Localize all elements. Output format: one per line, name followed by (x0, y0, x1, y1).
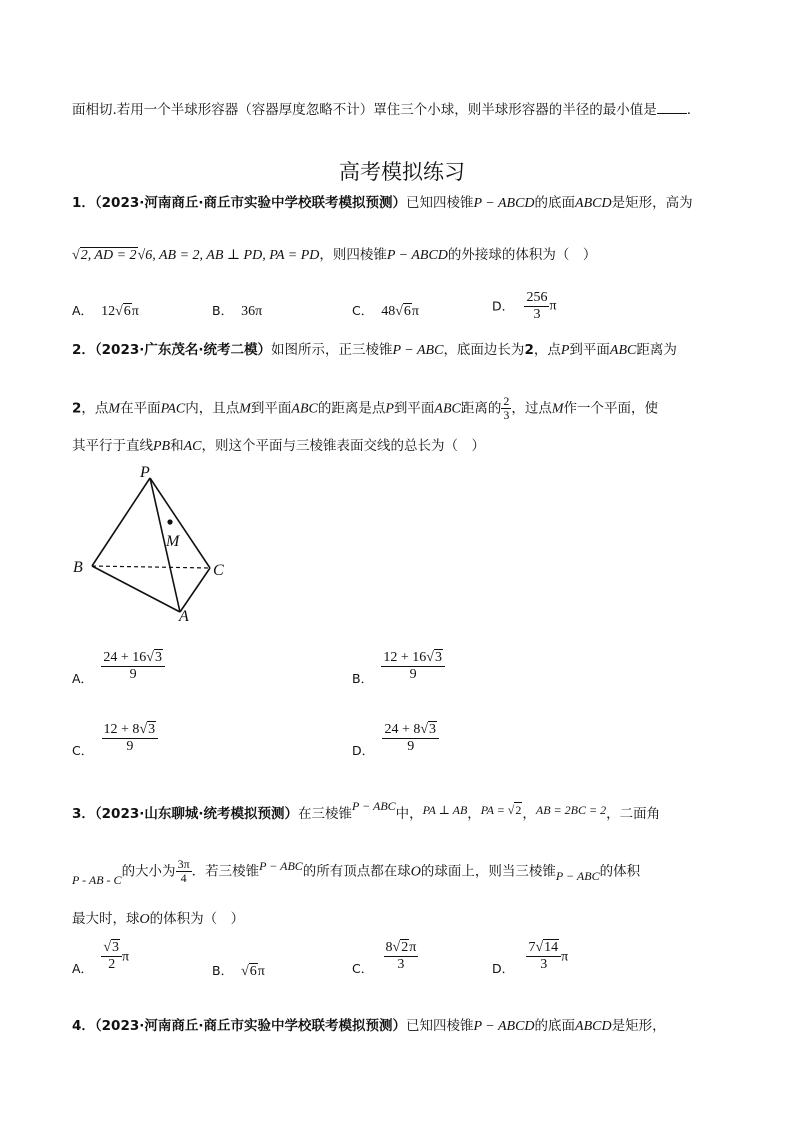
fraction-numerator: 8√2π (385, 940, 417, 955)
sqrt-sign: √ (137, 248, 146, 263)
option-pi: π (122, 949, 130, 965)
q2-text: 的距离是点 (317, 400, 386, 417)
option-fraction (101, 940, 122, 973)
option-label: D． (352, 742, 375, 758)
option-fraction (381, 650, 445, 683)
q1-text: 是矩形，高为 (611, 195, 693, 211)
q2-plane: ABC (609, 343, 637, 358)
option-pi: π (549, 298, 557, 314)
q1-cond-a: 2, AD = 2 (80, 248, 137, 263)
q4-base: ABCD (575, 1019, 612, 1034)
q2-text: ，过点 (511, 400, 552, 417)
option-fraction (101, 650, 165, 683)
edge-bc-hidden (92, 566, 210, 568)
q2-text: 作一个平面，使 (563, 400, 659, 417)
q1-pyramid: P − ABCD (473, 196, 535, 211)
q2-text: ，点 (533, 342, 561, 358)
q2-line-name: PB (153, 439, 171, 454)
fraction-numerator: √3 (101, 940, 122, 957)
q2-source: （2023·广东茂名·统考二模） (94, 342, 271, 358)
option-label: C． (72, 742, 94, 758)
q3-line3 (72, 910, 244, 929)
option-fraction (384, 940, 419, 973)
q3-source: （2023·山东聊城·统考模拟预测） (94, 806, 298, 822)
q4-pyramid: P − ABCD (473, 1019, 535, 1034)
edge-pb (92, 478, 150, 566)
q2-line-name: AC (183, 439, 202, 454)
option-label: A． (72, 670, 94, 686)
fraction-denominator: 3 (533, 307, 541, 322)
q2-plane: ABC (291, 401, 318, 417)
q3-fraction (176, 858, 192, 885)
q2-text: ，底面边长为 (443, 342, 525, 358)
q2-option-d[interactable] (352, 722, 439, 758)
option-pi: π (257, 964, 265, 979)
num-pi: π (409, 940, 417, 955)
label-a: A (179, 608, 189, 625)
q2-number: 2． (72, 342, 95, 358)
option-label: C． (352, 303, 374, 318)
q2-text: 和 (170, 438, 184, 454)
point-m (167, 519, 172, 524)
fraction-numerator: 12 + 8√3 (102, 722, 159, 739)
edge-ba (92, 566, 180, 612)
radicand: 3 (434, 650, 442, 665)
q1-text: 已知四棱锥 (406, 195, 474, 211)
option-fraction (526, 940, 561, 973)
option-pi: π (411, 304, 419, 319)
fraction-denominator: 9 (126, 739, 134, 754)
q3-point: O (410, 864, 421, 880)
radicand: 3 (148, 722, 156, 737)
q3-text: 在三棱锥 (298, 806, 352, 822)
fraction-denominator: 9 (407, 739, 415, 754)
q3-option-a[interactable] (72, 940, 130, 976)
q3-line2 (72, 858, 640, 885)
option-label: C． (352, 960, 374, 976)
fraction-numerator: 7√14 (526, 940, 561, 957)
q3-text: 的体积 (599, 863, 641, 880)
q4-line1 (72, 1017, 666, 1036)
q1-cond-b: 6, AB = 2, AB ⊥ PD, PA = PD (145, 248, 320, 263)
cond-part: PA = (480, 803, 508, 817)
fraction-denominator: 9 (409, 667, 417, 682)
fraction-denominator: 9 (129, 667, 137, 682)
q2-point: P (385, 401, 394, 417)
option-fraction (102, 722, 159, 755)
option-label: A． (72, 960, 94, 976)
q2-text: 到平面 (569, 342, 610, 358)
label-m: M (166, 533, 180, 550)
q1-text: 的底面 (534, 195, 576, 211)
option-pi: π (131, 304, 139, 319)
q3-sep: ， (467, 806, 481, 822)
q2-option-c[interactable] (72, 722, 158, 758)
fraction-denominator: 2 (108, 957, 116, 972)
fraction-numerator: 24 + 16√3 (101, 650, 165, 667)
q2-value: 2 (524, 342, 534, 358)
q3-number: 3． (72, 806, 95, 822)
q2-option-a[interactable] (72, 650, 165, 686)
q3-text: 中， (395, 806, 423, 822)
sqrt-sign: √ (115, 304, 123, 319)
option-value: 36π (241, 304, 263, 319)
option-pi: π (561, 949, 569, 965)
q3-sep: ， (522, 806, 536, 822)
q3-condition: AB = 2BC = 2 (535, 803, 607, 817)
radicand: 3 (154, 650, 162, 665)
fraction-numerator: 24 + 8√3 (382, 722, 439, 739)
option-value: 12 (101, 304, 116, 319)
q4-text: 是矩形， (611, 1018, 666, 1034)
q2-text: 如图所示，正三棱锥 (271, 342, 393, 358)
option-radicand: 6 (123, 304, 131, 319)
q3-point: O (139, 912, 150, 927)
fraction-numerator: 2 (503, 394, 510, 408)
q3-condition: PA ⊥ AB (422, 803, 468, 817)
num-part: 12 + 16 (383, 650, 427, 665)
q4-text: 已知四棱锥 (406, 1018, 474, 1034)
q3-text: 的体积为（ ） (149, 911, 245, 927)
option-value: 48 (381, 304, 396, 319)
q4-text: 的底面 (534, 1018, 576, 1034)
option-label: B． (212, 963, 234, 978)
num-part: 24 + 8 (384, 722, 421, 737)
intro-end: . (686, 102, 692, 118)
num-part: 24 + 16 (103, 650, 147, 665)
fraction-denominator: 4 (180, 871, 187, 885)
q3-option-c[interactable] (352, 940, 418, 976)
radicand: 14 (544, 940, 559, 955)
q2-point: M (108, 401, 121, 417)
q1-text: ，则四棱锥 (319, 247, 387, 263)
q2-text: 到平面 (250, 400, 292, 417)
radicand: 2 (515, 803, 522, 817)
q4-source: （2023·河南商丘·商丘市实验中学校联考模拟预测） (94, 1018, 406, 1034)
q1-number: 1． (72, 195, 95, 211)
q2-plane: PAC (160, 401, 186, 417)
q4-number: 4． (72, 1018, 95, 1034)
num-part: 7 (528, 940, 536, 955)
q3-text: ，二面角 (606, 806, 661, 822)
radicand: 6 (249, 964, 257, 979)
num-part: 8 (385, 940, 393, 955)
q3-text: ．若三棱锥 (191, 863, 260, 880)
num-part: 12 + 8 (103, 722, 140, 737)
option-label: B． (212, 303, 234, 318)
option-label: D． (492, 298, 515, 314)
label-p: P (140, 464, 150, 481)
q1-source: （2023·河南商丘·商丘市实验中学校联考模拟预测） (94, 195, 406, 211)
sqrt-sign: √ (395, 304, 403, 319)
radicand: 3 (112, 940, 120, 955)
q2-text: 内，且点 (185, 400, 240, 417)
edge-pc (150, 478, 210, 568)
intro-text: 面相切.若用一个半球形容器（容器厚度忽略不计）罩住三个小球，则半球形容器的半径的最小值是 (72, 102, 657, 118)
label-c: C (213, 562, 224, 579)
q2-text: 距离为 (636, 342, 677, 358)
q2-point: M (239, 401, 251, 417)
section-title: 高考模拟练习 (339, 160, 465, 184)
q2-text: 在平面 (120, 400, 161, 417)
q3-text: 的所有顶点都在球 (302, 863, 411, 880)
q2-text: ，点 (81, 400, 109, 417)
fraction-denominator: 3 (397, 957, 405, 972)
q3-condition (481, 803, 523, 817)
sqrt-sign: √ (507, 803, 515, 817)
option-label: D． (492, 960, 515, 976)
q2-point: P (560, 343, 570, 358)
q3-dihedral: P - AB - C (72, 872, 122, 887)
q3-text: 的大小为 (121, 863, 176, 880)
q1-pyramid: P − ABCD (386, 248, 448, 263)
q2-text: 到平面 (393, 400, 435, 417)
q2-text: ，则这个平面与三棱锥表面交线的总长为（ ） (201, 438, 485, 454)
q2-option-b[interactable] (352, 650, 445, 686)
q2-point: M (551, 401, 564, 417)
fraction-denominator: 3 (540, 957, 548, 972)
option-fraction (382, 722, 439, 755)
q3-text: 的球面上，则当三棱锥 (420, 863, 556, 880)
q1-base: ABCD (575, 196, 612, 211)
fraction-numerator: 3π (177, 857, 190, 871)
fraction-numerator: 12 + 16√3 (381, 650, 445, 667)
q3-option-d[interactable] (492, 940, 569, 976)
q3-pyramid: P − ABC (259, 858, 303, 873)
option-radicand: 6 (403, 304, 411, 319)
radicand: 3 (429, 722, 437, 737)
q2-text: 其平行于直线 (72, 438, 153, 454)
q2-pyramid: P − ABC (392, 343, 444, 358)
radicand: 2 (401, 940, 409, 955)
q3-line1 (72, 799, 661, 823)
label-b: B (73, 559, 83, 576)
q3-option-b[interactable] (212, 962, 265, 981)
sqrt-sign: √ (241, 964, 249, 979)
q2-text: 距离的 (460, 400, 502, 417)
q3-text: 最大时，球 (72, 911, 140, 927)
fraction-numerator: 256 (526, 290, 548, 305)
option-label: A． (72, 303, 94, 318)
q3-pyramid: P − ABC (352, 799, 396, 813)
fraction-denominator: 3 (503, 408, 510, 422)
edge-ca (180, 568, 210, 612)
option-label: B． (352, 670, 374, 686)
q3-pyramid: P − ABC (555, 868, 600, 883)
q2-plane: ABC (434, 401, 461, 417)
q1-text: 的外接球的体积为（ ） (447, 247, 597, 263)
q2-value: 2 (72, 400, 82, 417)
sqrt-sign: √ (72, 248, 80, 263)
